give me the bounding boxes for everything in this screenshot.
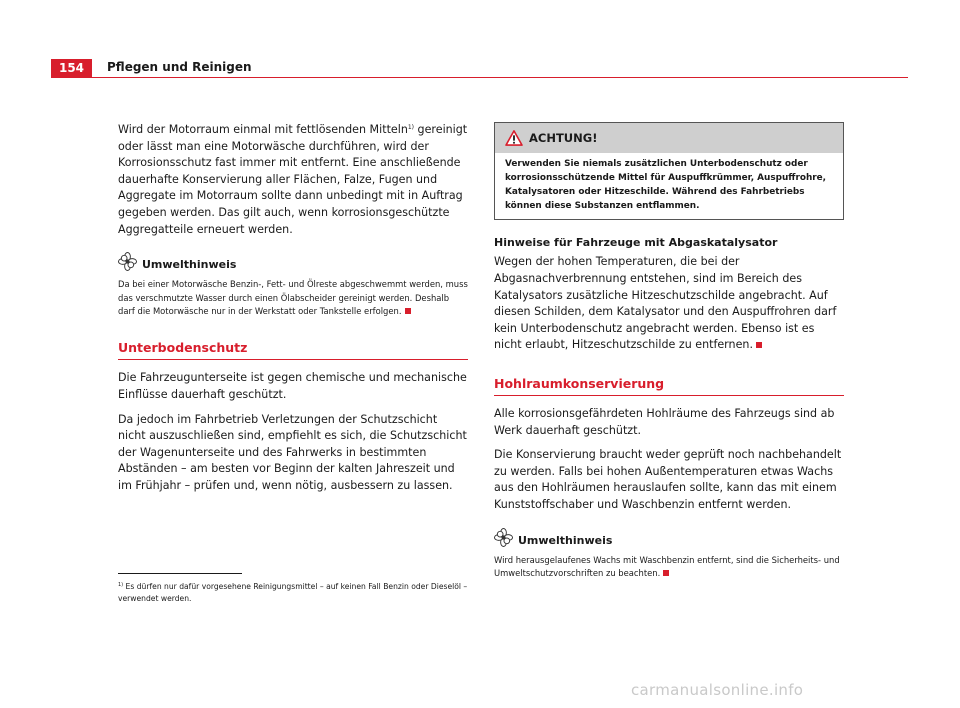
env-note-heading xyxy=(118,252,468,271)
end-marker xyxy=(405,308,411,314)
footnote: $^{1)}$ Es dürfen nur dafür vorgesehene Reinigungsmittel – auf keinen Fall Benzin oder Dieselöl – verwendet werden. xyxy=(118,582,468,604)
end-marker xyxy=(756,342,762,348)
intro-paragraph: Wird der Motorraum einmal mit fettlösenden Mitteln$^{1)}$ gereinigt oder lässt man eine Motorwäsche durchführen, wird der Korrosionsschutz fast immer mit entfernt. Eine anschließende dauerhafte Konservierung aller Flächen, Falze, Fugen und Aggregate im Motorraum sollte dann unbedingt mit in Auftrag gegeben werden. Das gilt auch, wenn korrosionsgeschützte Aggregatteile erneuert werden. xyxy=(118,123,468,236)
env-note-heading xyxy=(494,528,844,547)
warning-box xyxy=(494,122,844,220)
paragraph: Die Konservierung braucht weder geprüft noch nachbehandelt zu werden. Falls bei hohen Außentemperaturen etwas Wachs aus den Hohlräumen herauslaufen sollte, kann das mit einem Kunststoffschaber und Waschbenzin entfernt werden. xyxy=(494,448,842,511)
paragraph: Alle korrosionsgefährdeten Hohlräume des Fahrzeugs sind ab Werk dauerhaft geschützt. xyxy=(494,406,835,437)
left-column xyxy=(118,122,468,503)
warning-text: Verwenden Sie niemals zusätzlichen Unterbodenschutz oder korrosionsschützende Mittel für Auspuffkrümmer, Auspuffrohre, Katalysatoren oder Hitzeschilde. Während des Fahrbetriebs können diese Substanzen entflammen. xyxy=(505,159,827,212)
catalyst-paragraph: Wegen der hohen Temperaturen, die bei der Abgasnachverbrennung entstehen, sind im Bereich des Katalysators zusätzliche Hitzeschutzschilde angebracht. Auf diesen Schilden, dem Katalysator und den Auspuffrohren darf kein Unterbodenschutz angebracht werden. Ebenso ist es nicht erlaubt, Hitzeschutzschilde zu entfernen. xyxy=(494,255,837,352)
footnote-marker: 1) xyxy=(118,582,124,588)
env-note-text: Wird herausgelaufenes Wachs mit Waschbenzin entfernt, sind die Sicherheits- und Umweltschutzvorschriften zu beachten. xyxy=(494,554,840,578)
right-column xyxy=(494,122,844,580)
subheading-catalyst: Hinweise für Fahrzeuge mit Abgaskatalysator xyxy=(494,236,778,250)
warning-title: ACHTUNG! xyxy=(529,131,598,145)
end-marker xyxy=(663,570,669,576)
watermark: carmanualsonline.info xyxy=(631,681,804,699)
paragraph: Da jedoch im Fahrbetrieb Verletzungen der Schutzschicht nicht auszuschließen sind, empfiehlt es sich, die Schutzschicht der Wagenunterseite und des Fahrwerks in bestimmten Abständen – am besten vor Beginn der kalten Jahreszeit und im Frühjahr – prüfen und, wenn nötig, ausbessern zu lassen. xyxy=(118,412,467,492)
flower-icon xyxy=(118,252,137,271)
page-number: 154 xyxy=(51,59,92,77)
page-title: Pflegen und Reinigen xyxy=(107,60,252,74)
warning-header xyxy=(495,123,843,153)
warning-triangle-icon xyxy=(505,130,523,146)
env-note-text: Da bei einer Motorwäsche Benzin-, Fett- und Ölreste abgeschwemmt werden, muss das verschmutzte Wasser durch einen Ölabscheider gereinigt werden. Deshalb darf die Motorwäsche nur in der Werkstatt oder Tankstelle erfolgen. xyxy=(118,279,468,316)
footnote-ref[interactable]: 1) xyxy=(407,124,415,131)
flower-icon xyxy=(494,528,513,547)
header-rule xyxy=(51,77,908,78)
paragraph: Die Fahrzeugunterseite ist gegen chemische und mechanische Einflüsse dauerhaft geschützt. xyxy=(118,371,467,401)
env-note-title: Umwelthinweis xyxy=(142,258,237,272)
footnote-rule xyxy=(118,573,242,574)
section-title-unterbodenschutz: Unterbodenschutz xyxy=(118,340,468,360)
env-note-title: Umwelthinweis xyxy=(518,533,613,547)
section-title-hohlraumkonservierung: Hohlraumkonservierung xyxy=(494,376,844,396)
